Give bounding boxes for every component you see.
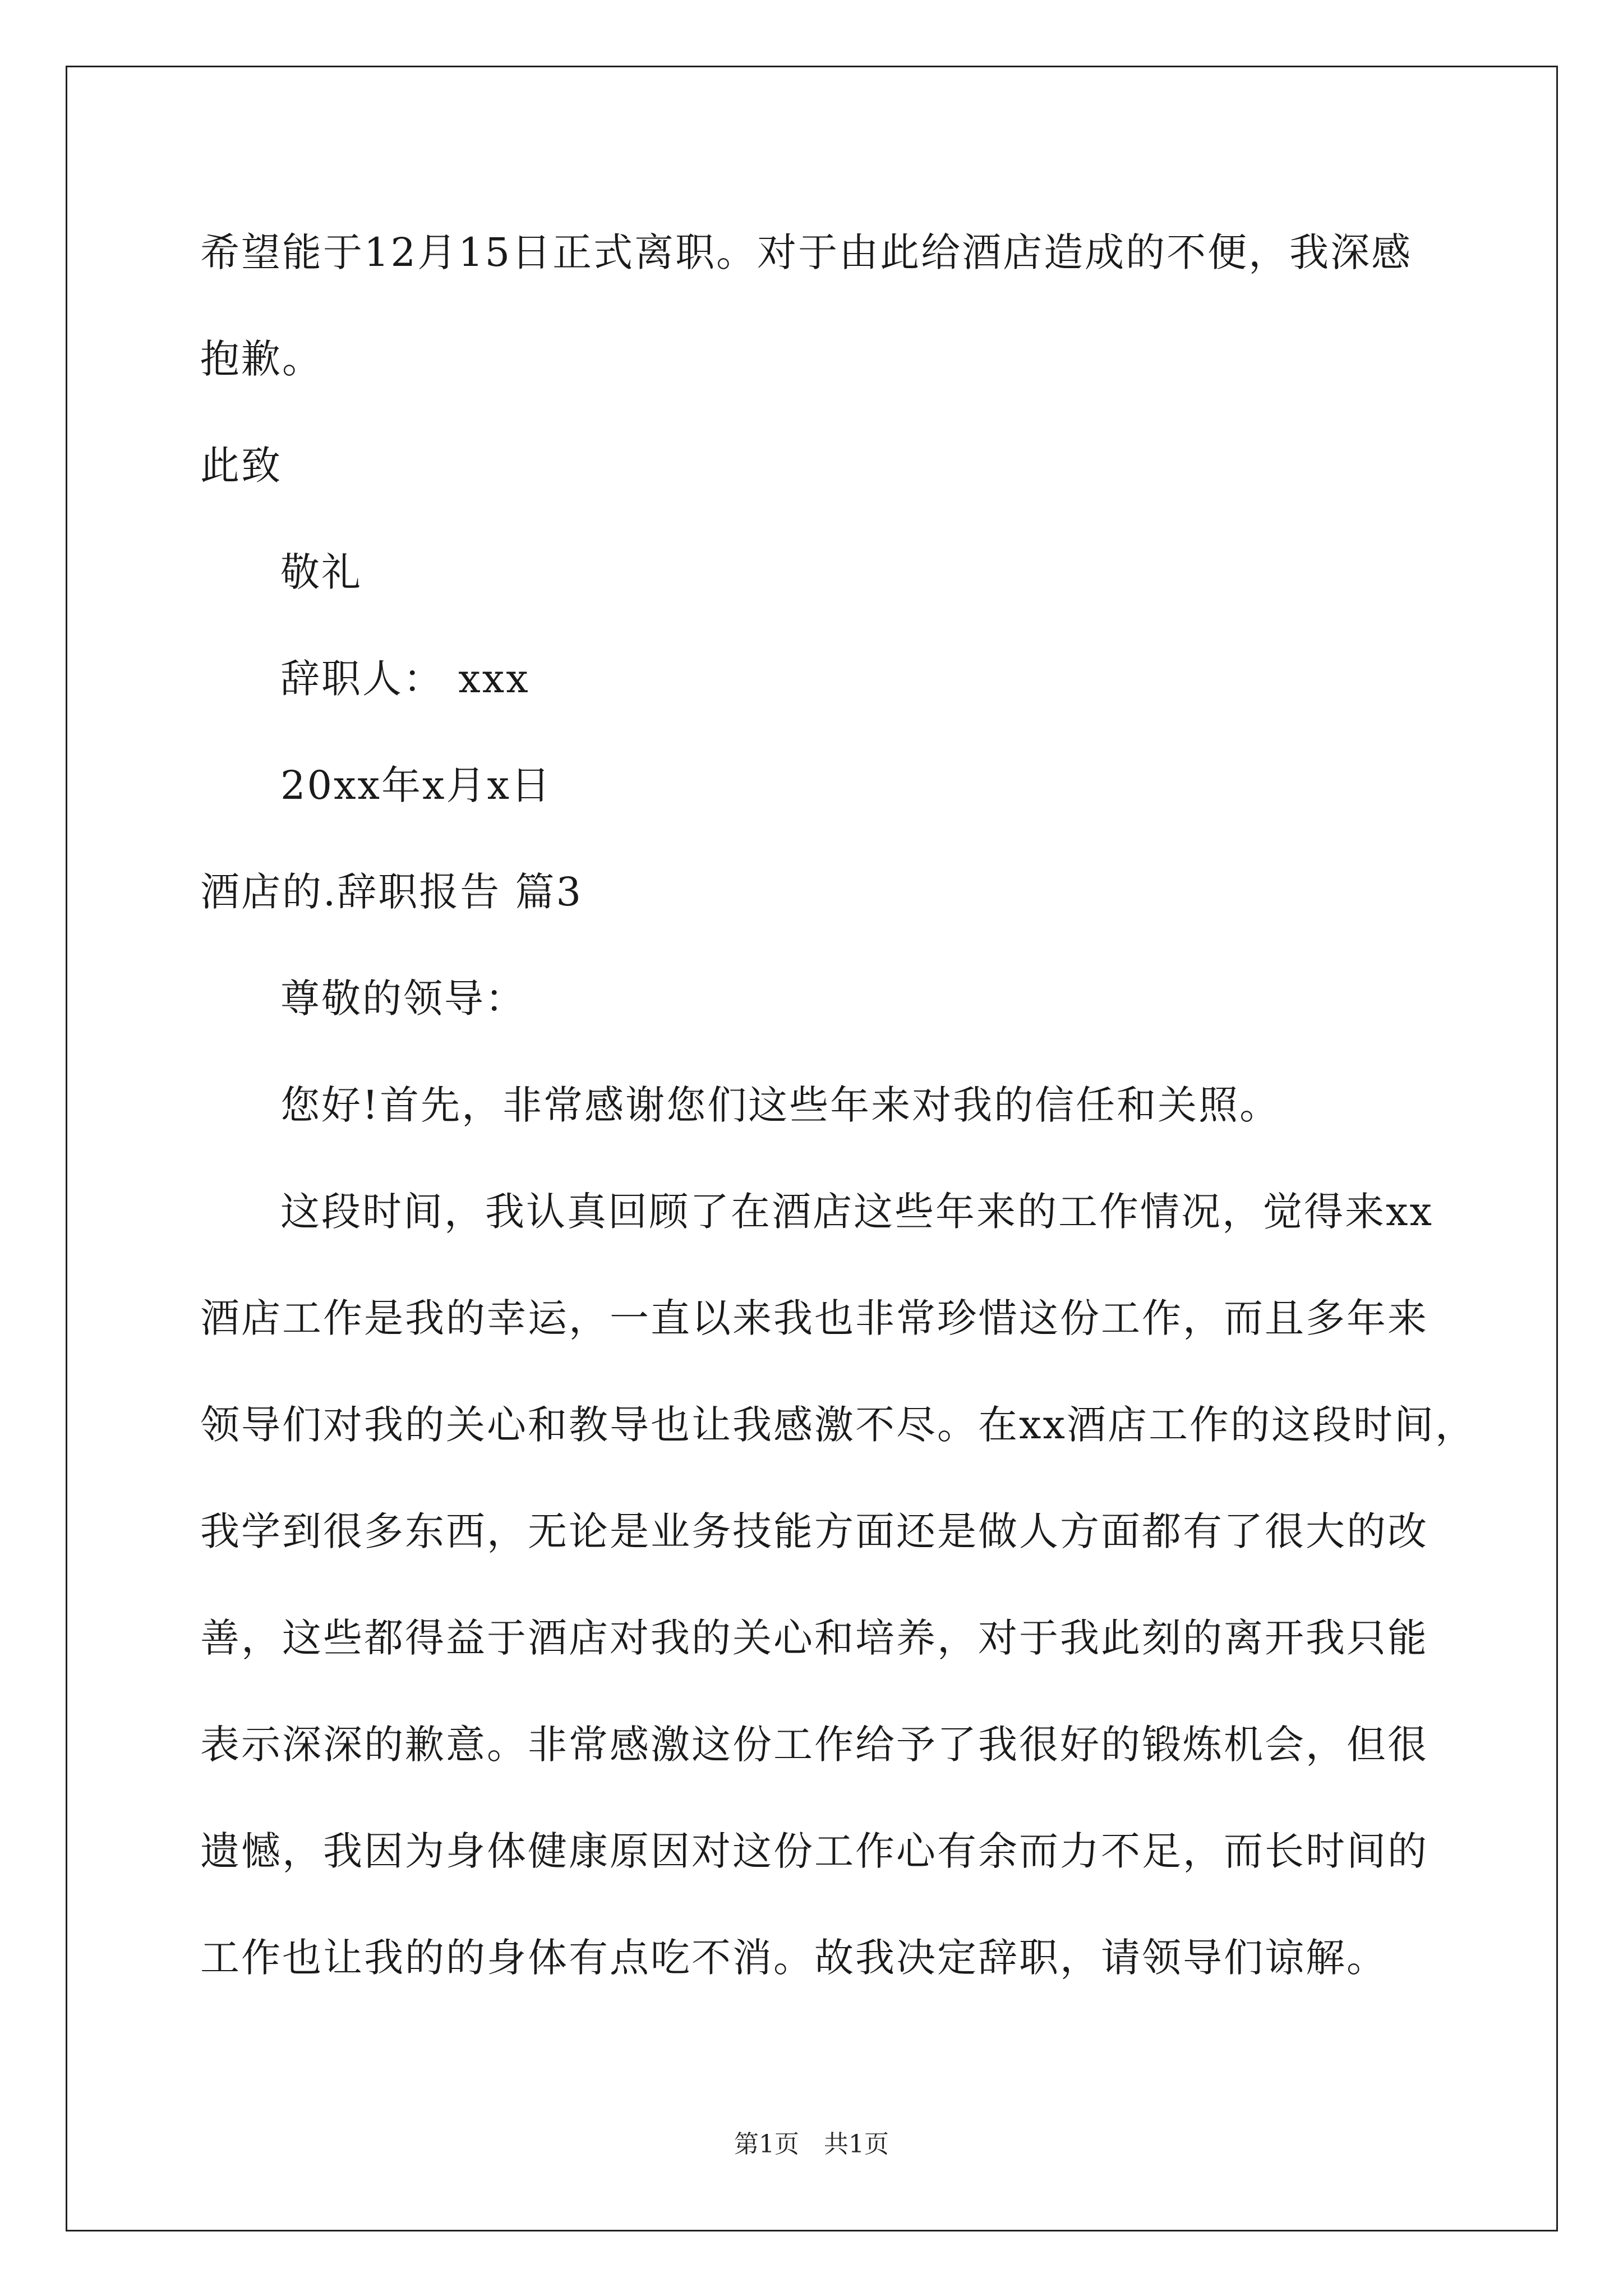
body-paragraph-line-4: 我学到很多东西，无论是业务技能方面还是做人方面都有了很大的改: [200, 1508, 1428, 1554]
body-paragraph-line-7: 遗憾，我因为身体健康原因对这份工作心有余而力不足，而长时间的: [200, 1828, 1428, 1874]
page-border: [66, 66, 1558, 2231]
body-paragraph-line-3: 领导们对我的关心和教导也让我感激不尽。在xx酒店工作的这段时间，: [200, 1402, 1476, 1448]
greeting: 尊敬的领导：: [280, 976, 526, 1022]
body-paragraph-line-2: 酒店工作是我的幸运，一直以来我也非常珍惜这份工作，而且多年来: [200, 1295, 1428, 1341]
body-paragraph-line-6: 表示深深的歉意。非常感激这份工作给予了我很好的锻炼机会，但很: [200, 1722, 1428, 1768]
body-line-1: 希望能于12月15日正式离职。对于由此给酒店造成的不便，我深感: [200, 229, 1413, 275]
body-line-2: 抱歉。: [200, 336, 323, 382]
body-paragraph-line-5: 善，这些都得益于酒店对我的关心和培养，对于我此刻的离开我只能: [200, 1615, 1428, 1661]
date-line: 20xx年x月x日: [280, 762, 552, 808]
intro-paragraph: 您好!首先，非常感谢您们这些年来对我的信任和关照。: [280, 1082, 1281, 1128]
body-paragraph-line-1: 这段时间，我认真回顾了在酒店这些年来的工作情况，觉得来xx: [280, 1189, 1433, 1235]
page-number-footer: 第1页 共1页: [734, 2130, 889, 2159]
closing-salutation: 此致: [200, 443, 282, 489]
section-heading: 酒店的.辞职报告 篇3: [200, 869, 583, 915]
closing-regards: 敬礼: [280, 549, 362, 595]
body-paragraph-line-8: 工作也让我的的身体有点吃不消。故我决定辞职，请领导们谅解。: [200, 1935, 1387, 1981]
signature-line: 辞职人： xxx: [280, 656, 530, 702]
